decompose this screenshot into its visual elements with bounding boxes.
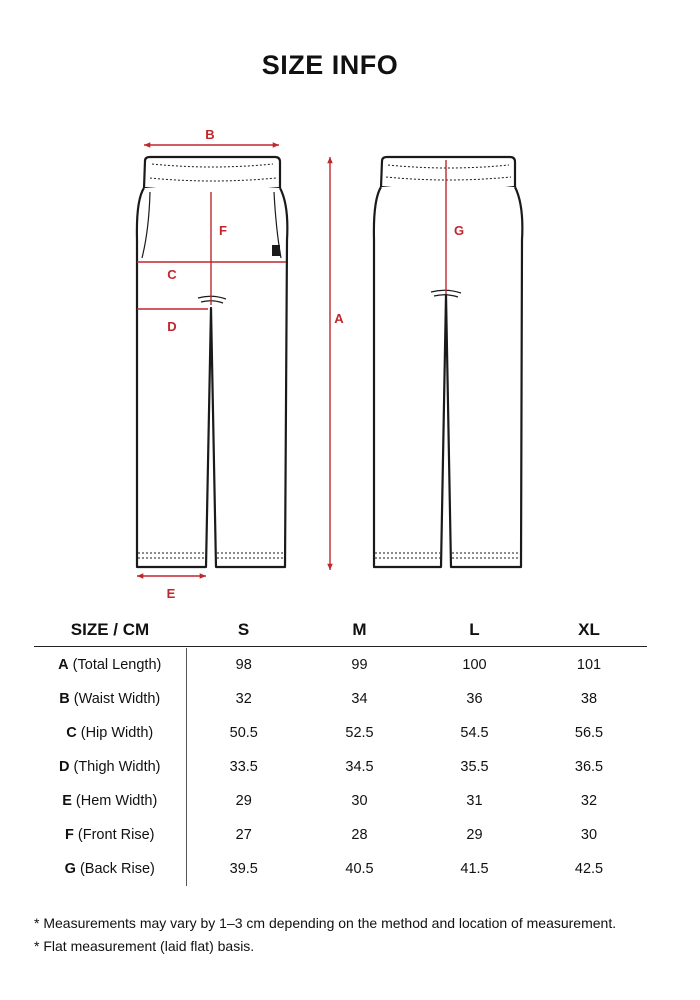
row-letter: E (62, 793, 72, 809)
note-1: * Measurements may vary by 1–3 cm depending on the method and location of measurement. (34, 915, 617, 931)
back-pants-outline (374, 187, 522, 567)
row-name: (Total Length) (72, 657, 162, 673)
table-row (34, 750, 647, 784)
label-f: F (219, 223, 227, 238)
front-pants-outline (137, 188, 287, 567)
label-e: E (166, 586, 176, 601)
row-label (34, 784, 186, 818)
table-cell: 56.5 (574, 725, 604, 741)
table-cell: 32 (580, 793, 598, 809)
label-d: D (167, 319, 177, 334)
table-cell: 34 (351, 691, 368, 707)
row-letter: B (59, 691, 70, 707)
table-cell: 38 (580, 691, 598, 707)
front-view (137, 157, 287, 567)
back-waistband (381, 157, 515, 191)
row-name: (Thigh Width) (73, 759, 161, 775)
table-cell: 29 (466, 827, 483, 843)
table-cell: 30 (580, 827, 598, 843)
table-cell: 29 (235, 793, 252, 809)
table-cell: 28 (351, 827, 368, 843)
row-name: (Back Rise) (79, 861, 155, 877)
row-label (34, 750, 186, 784)
notes (34, 912, 616, 958)
label-tag (272, 245, 280, 256)
row-letter: G (64, 861, 76, 877)
table-cell: 33.5 (229, 759, 258, 775)
table-row (34, 852, 647, 886)
table-row (34, 648, 647, 682)
table-row (34, 716, 647, 750)
header-l: L (418, 614, 531, 647)
table-row (34, 818, 647, 852)
pants-diagram (0, 120, 700, 610)
table-cell: 99 (351, 657, 368, 673)
table-cell: 42.5 (574, 861, 604, 877)
page-title: SIZE INFO (261, 50, 399, 80)
table-cell: 35.5 (460, 759, 489, 775)
front-waistband (144, 157, 280, 192)
table-cell: 98 (235, 657, 252, 673)
table-cell: 54.5 (460, 725, 489, 741)
table-cell: 52.5 (345, 725, 374, 741)
size-table (34, 614, 647, 886)
table-cell: 100 (462, 657, 487, 673)
row-label (34, 852, 186, 886)
table-cell: 34.5 (345, 759, 374, 775)
table-cell: 36 (466, 691, 483, 707)
row-label (34, 648, 186, 682)
table-cell: 39.5 (229, 861, 258, 877)
row-name: (Front Rise) (77, 827, 155, 843)
label-b: B (205, 127, 215, 142)
label-a: A (334, 311, 344, 326)
table-cell: 27 (235, 827, 252, 843)
header-size-cm: SIZE / CM (34, 614, 186, 647)
table-row (34, 784, 647, 818)
table-cell: 40.5 (345, 861, 374, 877)
row-label (34, 818, 186, 852)
row-name: (Hem Width) (75, 793, 158, 809)
table-cell: 41.5 (460, 861, 489, 877)
header-m: M (301, 614, 418, 647)
back-view (374, 157, 522, 567)
row-name: (Waist Width) (73, 691, 161, 707)
size-table-header (34, 614, 647, 647)
row-name: (Hip Width) (80, 725, 154, 741)
row-letter: F (65, 827, 74, 843)
label-c: C (167, 267, 177, 282)
row-letter: D (58, 759, 70, 775)
row-letter: A (58, 657, 69, 673)
table-cell: 101 (576, 657, 602, 673)
table-cell: 36.5 (574, 759, 604, 775)
table-cell: 50.5 (229, 725, 258, 741)
header-xl: XL (531, 614, 647, 647)
table-cell: 30 (351, 793, 368, 809)
row-letter: C (66, 725, 77, 741)
table-row (34, 682, 647, 716)
header-s: S (186, 614, 301, 647)
note-2: * Flat measurement (laid flat) basis. (34, 938, 255, 954)
table-cell: 32 (235, 691, 252, 707)
label-g: G (453, 223, 465, 238)
table-cell: 31 (466, 793, 483, 809)
row-label (34, 716, 186, 750)
row-label (34, 682, 186, 716)
